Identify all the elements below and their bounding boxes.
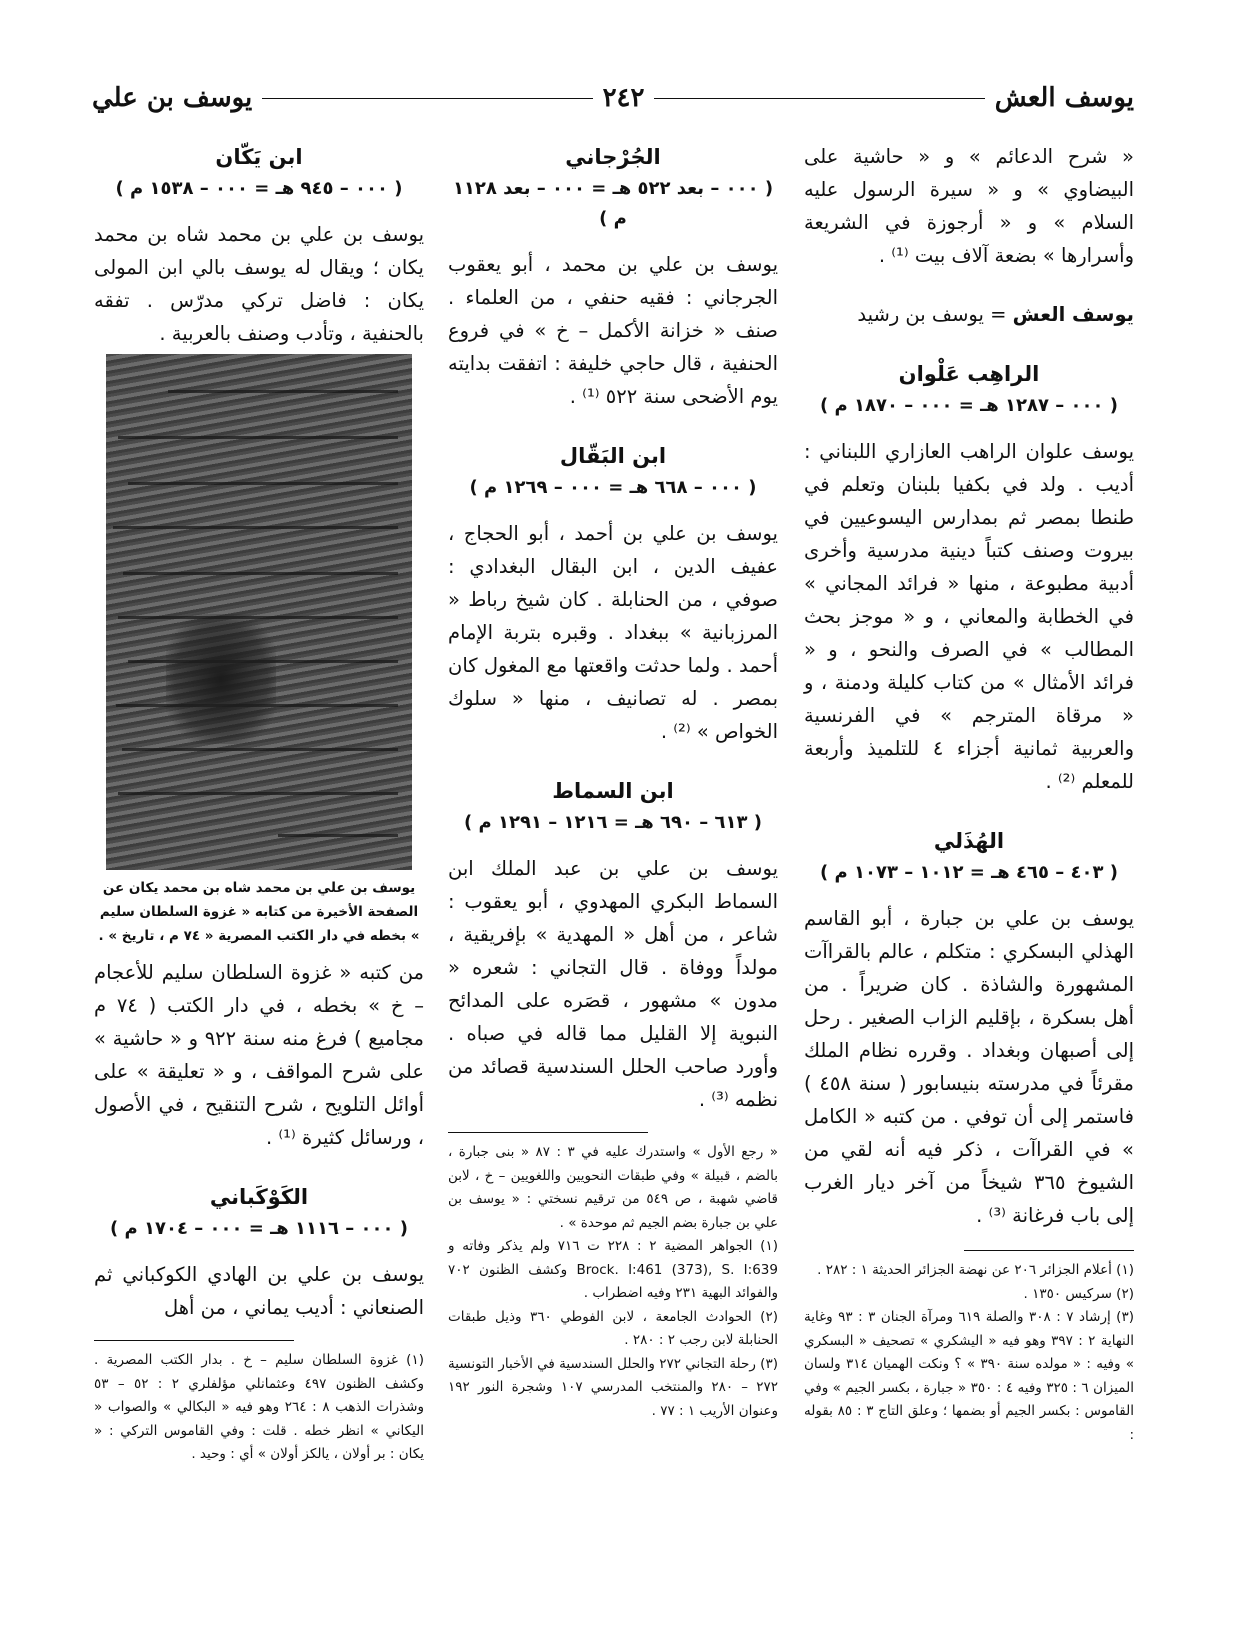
cross-reference-head: يوسف العش [1012, 303, 1134, 326]
entry-text: يوسف بن علي بن أحمد ، أبو الحجاج ، عفيف الدين ، ابن البقال البغدادي : صوفي ، من الحنابلة . كان شيخ رباط « المرزبانية » ببغداد . وقبره بتربة الإمام أحمد . ولما حدثت واقعتها مع المغول كان بمصر . له تصانيف ، منها « سلوك الخواص » ⁽²⁾ . [448, 522, 778, 743]
page-number: ٢٤٢ [602, 83, 645, 113]
figure-caption: يوسف بن علي بن محمد شاه بن محمد يكان عن الصفحة الأخيرة من كتابه « غزوة السلطان سليم » بخطه في دار الكتب المصرية « ٧٤ م ، تاريخ » . [98, 880, 420, 944]
entry-title: ابن البَقّال [559, 444, 667, 468]
footnote: (١) غزوة السلطان سليم – خ . بدار الكتب المصرية . وكشف الظنون ٤٩٧ وعثمانلي مؤلفلري ٢ : ٥٢ – ٥٣ وشذرات الذهب ٨ : ٢٦٤ وهو فيه « البكالي » والصواب « اليكاني » انظر خطه . قلت : وفي القاموس التركي : « يكان : بر أولان ، يالكز أولان » أي : وحيد . [94, 1352, 425, 1462]
footnote-rule [964, 1250, 1134, 1251]
entry-dates: ( ٠٠٠ – ٩٤٥ هـ = ٠٠٠ – ١٥٣٨ م ) [115, 178, 403, 199]
entry-title: الجُرْجاني [565, 145, 661, 169]
manuscript-image [106, 354, 412, 870]
footnote: (٢) الحوادث الجامعة ، لابن الفوطي ٣٦٠ وذيل طبقات الحنابلة لابن رجب ٢ : ٢٨٠ . [448, 1308, 778, 1348]
entry-dates: ( ٦١٣ – ٦٩٠ هـ = ١٢١٦ – ١٢٩١ م ) [464, 812, 762, 833]
header-rule-right [654, 98, 984, 99]
cross-reference-target: = يوسف بن رشيد [857, 303, 1013, 326]
entry-text: يوسف بن علي بن محمد شاه بن محمد يكان ؛ ويقال له يوسف بالي ابن المولى يكان : فاضل تركي مدرّس . تفقه بالحنفية ، وتأدب وصنف بالعربية . [94, 223, 424, 345]
column-left [94, 140, 424, 1467]
footnote: (٣) رحلة التجاني ٢٧٢ والحلل السندسية في الأخبار التونسية ٢٧٢ – ٢٨٠ والمنتخب المدرسي ١٠٧ وشجرة النور ١٩٢ وعنوان الأريب ١ : ٧٧ . [448, 1355, 778, 1419]
entry-text: يوسف بن علي بن الهادي الكوكباني ثم الصنعاني : أديب يماني ، من أهل [94, 1263, 424, 1319]
entry-text: يوسف علوان الراهب العازاري اللبناني : أديب . ولد في بكفيا بلبنان وتعلم في طنطا بمصر ثم بمدارس اليسوعيين في بيروت وصنف كتباً دينية مدرسية وأخرى أدبية مطبوعة ، منها « فرائد المجاني » في الخطابة والمعاني ، و « موجز بحث المطالب » في الصرف والنحو ، و « فرائد الأمثال » من كتاب كليلة ودمنة ، و « مرقاة المترجم » في الفرنسية والعربية ثمانية أجزاء ٤ للتلميذ وأربعة للمعلم ⁽²⁾ . [804, 440, 1135, 793]
footnote: (٣) إرشاد ٧ : ٣٠٨ والصلة ٦١٩ ومرآة الجنان ٣ : ٩٣ وغاية النهاية ٢ : ٣٩٧ وهو فيه « اليشكري » تصحيف « البسكري » وفيه : « مولده سنة ٣٩٠ » ؟ ونكت الهميان ٣١٤ ولسان الميزان ٦ : ٣٢٥ وفيه ٤ : ٣٥٠ « جبارة ، بكسر الجيم » وفي القاموس : بكسر الجيم أو بضمها ؛ وعلق التاج ٣ : ٨٥ بقوله : [804, 1309, 1134, 1443]
running-head-left: يوسف بن علي [92, 83, 253, 113]
footnote: « رجع الأول » واستدرك عليه في ٣ : ٨٧ « بنى جبارة ، بالضم ، قبيلة » وفي طبقات النحويين واللغويين – خ ، لابن قاضي شهبة ، ص ٥٤٩ من ترقيم نسختي : « يوسف بن علي بن جبارة بضم الجيم ثم موحدة » . [448, 1144, 778, 1231]
footnote-rule [94, 1340, 294, 1341]
footnote: (١) أعلام الجزائر ٢٠٦ عن نهضة الجزائر الحديثة ١ : ٢٨٢ . [817, 1262, 1134, 1278]
entry-text: يوسف بن علي بن جبارة ، أبو القاسم الهذلي البسكري : متكلم ، عالم بالقراآت المشهورة والشاذة . كان ضريراً . من أهل بسكرة ، بإقليم الزاب الصغير . رحل إلى أصبهان وبغداد . وقرره نظام الملك مقرئاً في مدرسته بنيسابور ( سنة ٤٥٨ ) فاستمر إلى أن توفي . من كتبه « الكامل » في القراآت ، ذكر فيه أنه لقي من الشيوخ ٣٦٥ شيخاً من آخر ديار الغرب إلى باب فرغانة ⁽³⁾ . [804, 907, 1134, 1227]
entry-text: من كتبه « غزوة السلطان سليم للأعجام – خ » بخطه ، في دار الكتب ( ٧٤ م مجاميع ) فرغ منه سنة ٩٢٢ و « حاشية » على شرح المواقف ، و « تعليقة » على أوائل التلويح ، شرح التنقيح ، في الأصول ، ورسائل كثيرة ⁽¹⁾ . [94, 961, 424, 1149]
entry-text: يوسف بن علي بن محمد ، أبو يعقوب الجرجاني : فقيه حنفي ، من العلماء . صنف « خزانة الأكمل – خ » في فروع الحنفية ، قال حاجي خليفة : اتفقت بدايته يوم الأضحى سنة ٥٢٢ ⁽¹⁾ . [448, 253, 778, 408]
continuation-text: « شرح الدعائم » و « حاشية على البيضاوي » و « سيرة الرسول عليه السلام » و « أرجوزة في الشريعة وأسرارها » بضعة آلاف بيت ⁽¹⁾ . [804, 145, 1134, 267]
page-header [92, 78, 1134, 118]
footnote: (١) الجواهر المضية ٢ : ٢٢٨ ت ٧١٦ ولم يذكر وفاته و Brock. I:461 (373), S. I:639 وكشف الظنون ٧٠٢ والفوائد البهية ٢٣١ وفيه اضطراب . [448, 1238, 778, 1301]
entry-title: الراهِب عَلْوان [898, 362, 1040, 386]
entry-title: ابن يَكّان [215, 145, 303, 169]
header-rule-left [262, 98, 592, 99]
manuscript-handwriting [106, 354, 412, 870]
entry-dates: ( ٤٠٣ – ٤٦٥ هـ = ١٠١٢ – ١٠٧٣ م ) [820, 862, 1118, 883]
footnote: (٢) سركيس ١٣٥٠ . [1023, 1285, 1134, 1302]
entry-dates: ( ٠٠٠ – ١٢٨٧ هـ = ٠٠٠ – ١٨٧٠ م ) [820, 395, 1118, 416]
entry-dates: ( ٠٠٠ – بعد ٥٢٢ هـ = ٠٠٠ – بعد ١١٢٨ م ) [452, 178, 774, 229]
entry-title: ابن السماط [552, 779, 674, 803]
cross-reference [804, 298, 1134, 331]
entry-dates: ( ٠٠٠ – ١١١٦ هـ = ٠٠٠ – ١٧٠٤ م ) [110, 1218, 408, 1239]
column-middle [448, 140, 778, 1423]
running-head-right: يوسف العش [994, 83, 1134, 113]
entry-title: الكَوْكَباني [209, 1185, 309, 1209]
entry-dates: ( ٠٠٠ – ٦٦٨ هـ = ٠٠٠ – ١٢٦٩ م ) [469, 477, 757, 498]
entry-text: يوسف بن علي بن عبد الملك ابن السماط البكري المهدوي ، أبو يعقوب : شاعر ، من أهل « المهدية » بإفريقية ، مولداً ووفاة . قال التجاني : شعره « مدون » مشهور ، قصَره على المدائح النبوية إلا القليل مما قاله في صباه . وأورد صاحب الحلل السندسية قصائد من نظمه ⁽³⁾ . [448, 857, 778, 1111]
column-right [804, 140, 1134, 1447]
footnote-rule [448, 1132, 648, 1133]
entry-title: الهُذَلي [933, 829, 1005, 853]
